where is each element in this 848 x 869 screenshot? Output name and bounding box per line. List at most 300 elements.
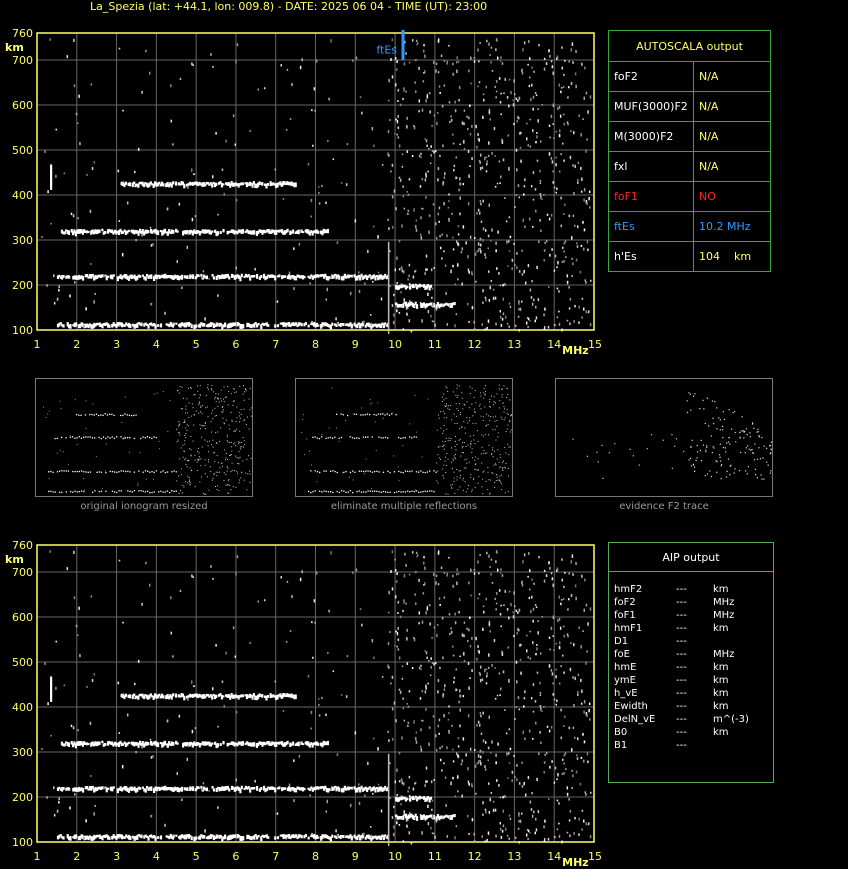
noise-point [548, 798, 550, 800]
noise-point [535, 818, 537, 821]
echo-point [213, 788, 215, 791]
thumb-point [770, 453, 771, 454]
thumb-point [239, 421, 240, 422]
noise-point [549, 567, 551, 570]
echo-point [406, 286, 408, 288]
noise-point [559, 641, 561, 644]
thumb-point [445, 472, 446, 473]
noise-point [479, 554, 481, 556]
noise-point [94, 673, 96, 675]
noise-point [394, 645, 396, 647]
thumb-point [372, 436, 373, 437]
echo-point [129, 694, 131, 698]
thumb-point [454, 481, 455, 482]
noise-point [388, 227, 390, 230]
noise-point [443, 202, 445, 205]
thumb-point [473, 423, 474, 424]
noise-point [552, 181, 554, 183]
noise-point [435, 69, 437, 72]
autoscala-row [609, 152, 771, 182]
noise-point [535, 832, 537, 835]
noise-point [415, 227, 417, 229]
thumb-point [422, 472, 423, 473]
noise-point [416, 220, 418, 222]
noise-point [431, 637, 433, 639]
thumb-point [235, 487, 236, 488]
echo-point [241, 274, 243, 277]
echo-point [172, 230, 174, 234]
noise-point [525, 282, 527, 285]
noise-point [536, 132, 538, 134]
noise-point [236, 711, 238, 714]
thumb-point [499, 476, 500, 477]
thumb-point [217, 472, 218, 473]
noise-point [578, 674, 580, 677]
echo-point [211, 274, 213, 277]
noise-point [235, 572, 237, 575]
noise-point [462, 759, 464, 762]
noise-point [299, 243, 301, 246]
noise-point [326, 298, 328, 300]
thumb-point [249, 399, 250, 400]
echo-point [317, 231, 319, 234]
echo-point [107, 276, 109, 278]
noise-point [533, 683, 535, 686]
noise-point [291, 595, 293, 598]
thumb-point [159, 448, 160, 449]
noise-point [79, 142, 81, 145]
noise-point [432, 320, 434, 322]
noise-point [435, 150, 437, 152]
noise-point [420, 668, 422, 670]
noise-point [482, 239, 484, 242]
noise-point [458, 233, 460, 235]
noise-point [477, 49, 479, 52]
noise-point [46, 796, 48, 799]
noise-point [441, 567, 443, 570]
thumb-point [312, 437, 313, 438]
noise-point [414, 817, 416, 819]
thumb-point [747, 473, 748, 474]
noise-point [500, 93, 502, 95]
thumb-point [400, 472, 401, 473]
noise-point [584, 97, 586, 100]
noise-point [551, 157, 553, 159]
thumb-point [156, 470, 157, 471]
noise-point [456, 689, 458, 691]
noise-point [56, 641, 58, 643]
noise-point [311, 621, 313, 623]
thumb-point [768, 464, 769, 465]
echo-point [303, 276, 305, 278]
noise-point [478, 721, 480, 724]
echo-point [220, 743, 222, 746]
noise-point [572, 61, 574, 64]
noise-point [536, 266, 538, 269]
noise-point [427, 293, 429, 296]
noise-point [439, 207, 441, 210]
thumb-point [602, 445, 603, 446]
noise-point [301, 570, 303, 573]
noise-point [478, 242, 480, 245]
noise-point [394, 559, 396, 561]
aip-param: B0 [614, 727, 628, 738]
thumb-point [364, 473, 365, 474]
noise-point [521, 812, 523, 814]
noise-point [590, 323, 592, 326]
noise-point [195, 215, 197, 217]
noise-point [495, 754, 497, 757]
noise-point [488, 141, 490, 144]
noise-point [451, 631, 453, 634]
thumb-point [90, 436, 91, 437]
noise-point [502, 62, 504, 65]
thumb-point [204, 494, 205, 495]
thumb-point [398, 491, 399, 492]
noise-point [378, 784, 380, 786]
noise-point [483, 605, 485, 607]
noise-point [461, 283, 463, 286]
thumb-point [244, 480, 245, 481]
noise-point [436, 237, 438, 240]
thumb-point [332, 438, 333, 439]
thumb-point [692, 440, 693, 441]
noise-point [425, 268, 427, 271]
thumb-point [216, 475, 217, 476]
thumb-point [123, 470, 124, 471]
thumb-point [244, 440, 245, 441]
thumb-point [731, 429, 732, 430]
autoscala-label: ftEs [609, 212, 694, 242]
noise-point [574, 677, 576, 680]
thumb-point [690, 394, 691, 395]
thumb-point [763, 479, 764, 480]
noise-point [401, 817, 403, 820]
noise-point [86, 686, 88, 688]
thumb-point [231, 454, 232, 455]
thumb-point [186, 464, 187, 465]
noise-point [436, 749, 438, 752]
noise-point [414, 305, 416, 307]
noise-point [435, 662, 437, 664]
thumb-point [224, 386, 225, 387]
thumb-point [143, 491, 144, 492]
thumb-point [473, 439, 474, 440]
noise-point [448, 730, 450, 733]
noise-point [576, 754, 578, 756]
thumb-point [443, 430, 444, 431]
noise-point [482, 814, 484, 816]
autoscala-value: 104 [699, 250, 720, 263]
thumb-point [485, 425, 486, 426]
noise-point [476, 212, 478, 214]
thumb-point [325, 438, 326, 439]
thumb-point [223, 409, 224, 410]
thumb-point [200, 465, 201, 466]
thumb-point [200, 407, 201, 408]
noise-point [431, 125, 433, 127]
noise-point [519, 609, 521, 612]
thumb-point [477, 430, 478, 431]
noise-point [215, 644, 217, 646]
noise-point [504, 795, 506, 798]
noise-point [458, 573, 460, 575]
noise-point [420, 746, 422, 748]
echo-point [384, 834, 386, 836]
thumb-point [236, 391, 237, 392]
noise-point [407, 191, 409, 193]
thumb-point [746, 434, 747, 435]
noise-point [335, 317, 337, 320]
noise-point [507, 835, 509, 837]
noise-point [559, 134, 561, 137]
thumb-point [98, 415, 99, 416]
thumb-point [451, 488, 452, 489]
noise-point [516, 194, 518, 196]
noise-point [567, 832, 569, 834]
thumb-point [129, 437, 130, 438]
noise-point [544, 249, 546, 251]
thumb-point [457, 385, 458, 386]
noise-point [471, 271, 473, 274]
noise-point [409, 319, 411, 322]
noise-point [217, 726, 219, 728]
thumb-point [149, 437, 150, 438]
thumbnail-eliminate-reflections [295, 378, 513, 497]
noise-point [134, 683, 136, 685]
noise-point [398, 601, 400, 604]
thumb-point [334, 471, 335, 472]
thumb-point [209, 490, 210, 491]
thumb-point [207, 476, 208, 477]
noise-point [479, 138, 481, 141]
noise-point [569, 307, 571, 309]
echo-point [302, 231, 304, 233]
noise-point [289, 784, 291, 787]
echo-point [68, 787, 70, 790]
thumb-point [750, 436, 751, 437]
noise-point [486, 673, 488, 675]
noise-point [433, 61, 435, 64]
echo-point [242, 836, 244, 840]
thumb-point [59, 471, 60, 472]
thumb-point [205, 423, 206, 424]
echo-point [224, 835, 226, 840]
thumb-point [700, 450, 701, 451]
noise-point [564, 123, 566, 126]
noise-point [480, 756, 482, 758]
thumb-point [485, 385, 486, 386]
thumb-point [250, 474, 251, 475]
noise-point [249, 642, 251, 644]
noise-point [414, 593, 416, 595]
noise-point [564, 572, 566, 574]
noise-point [478, 572, 480, 574]
noise-point [319, 202, 321, 204]
noise-point [464, 110, 466, 112]
thumb-point [382, 413, 383, 414]
echo-point [160, 835, 162, 839]
echo-point [317, 743, 319, 746]
noise-point [437, 178, 439, 181]
noise-point [191, 574, 193, 577]
thumb-point [475, 423, 476, 424]
thumb-point [250, 388, 251, 389]
thumb-point [219, 401, 220, 402]
noise-point [480, 244, 482, 246]
noise-point [399, 144, 401, 147]
noise-point [433, 203, 435, 205]
thumb-point [171, 471, 172, 472]
thumb-point [471, 491, 472, 492]
thumb-point [469, 420, 470, 421]
noise-point [435, 581, 437, 584]
noise-point [577, 757, 579, 760]
noise-point [518, 696, 520, 699]
noise-point [563, 725, 565, 727]
echo-point [101, 229, 103, 231]
noise-point [400, 616, 402, 618]
thumb-point [321, 434, 322, 435]
thumb-point [227, 484, 228, 485]
thumb-point [328, 437, 329, 438]
thumb-point [495, 429, 496, 430]
noise-point [430, 163, 432, 165]
noise-point [535, 188, 537, 190]
noise-point [536, 316, 538, 319]
noise-point [552, 577, 554, 580]
thumb-point [188, 388, 189, 389]
noise-point [585, 822, 587, 825]
aip-value: --- [676, 675, 687, 686]
noise-point [510, 748, 512, 750]
noise-point [64, 684, 65, 686]
thumb-point [343, 472, 344, 473]
noise-point [577, 245, 579, 248]
noise-point [409, 300, 411, 302]
thumb-point [207, 441, 208, 442]
noise-point [418, 622, 420, 624]
echo-point [242, 182, 244, 185]
thumb-point [726, 471, 727, 472]
noise-point [512, 771, 514, 774]
noise-point [476, 724, 478, 726]
thumb-point [442, 397, 443, 398]
noise-point [438, 71, 440, 73]
noise-point [502, 574, 504, 577]
aip-unit: km [713, 688, 729, 699]
noise-point [488, 667, 490, 669]
thumb-point [192, 403, 193, 404]
thumb-point [405, 491, 406, 492]
noise-point [539, 682, 541, 685]
thumb-point [730, 465, 731, 466]
thumb-point [218, 490, 219, 491]
noise-point [581, 828, 583, 830]
noise-point [341, 694, 343, 696]
echo-point [82, 276, 84, 281]
autoscala-label: fxl [609, 152, 694, 182]
noise-point [508, 104, 510, 107]
noise-point [141, 234, 143, 237]
thumb-point [446, 405, 447, 406]
noise-point [395, 83, 397, 86]
thumb-point [247, 417, 248, 418]
noise-point [420, 153, 422, 155]
thumb-point [205, 473, 206, 474]
noise-point [517, 100, 519, 102]
noise-point [494, 667, 496, 669]
thumb-point [134, 438, 135, 439]
noise-point [495, 560, 497, 563]
noise-point [71, 725, 73, 727]
thumb-point [440, 459, 441, 460]
thumb-point [465, 433, 466, 434]
noise-point [516, 252, 518, 255]
noise-point [418, 67, 420, 70]
noise-point [562, 247, 564, 249]
noise-point [503, 297, 505, 300]
noise-point [420, 156, 422, 158]
thumb-point [499, 407, 500, 408]
thumb-point [96, 456, 97, 457]
thumb-point [489, 494, 490, 495]
noise-point [406, 629, 408, 632]
thumb-point [230, 489, 231, 490]
thumb-point [185, 481, 186, 482]
thumb-point [725, 451, 726, 452]
noise-point [442, 656, 444, 659]
thumb-point [239, 386, 240, 387]
noise-point [495, 608, 497, 610]
noise-point [484, 765, 486, 768]
noise-point [493, 809, 495, 812]
noise-point [573, 320, 575, 323]
noise-point [486, 170, 488, 172]
y-tick-label: 100 [12, 836, 33, 849]
thumb-point [125, 437, 126, 438]
thumb-point [511, 414, 512, 415]
echo-point [242, 324, 244, 328]
noise-point [533, 583, 535, 585]
noise-point [356, 569, 358, 572]
noise-point [468, 781, 470, 784]
echo-point [267, 324, 269, 327]
thumb-point [505, 417, 506, 418]
noise-point [516, 764, 518, 767]
noise-point [408, 722, 410, 724]
thumb-point [181, 468, 182, 469]
noise-point [588, 310, 590, 313]
noise-point [388, 130, 390, 133]
noise-point [444, 684, 446, 687]
noise-point [454, 677, 456, 679]
aip-param: Ewidth [614, 701, 648, 712]
echo-point [176, 742, 178, 744]
echo-point [228, 276, 230, 279]
thumb-point [339, 438, 340, 439]
noise-point [401, 778, 403, 781]
echo-point [60, 834, 62, 836]
thumb-point [446, 417, 447, 418]
noise-point [69, 295, 71, 298]
noise-point [540, 193, 542, 196]
thumb-point [413, 436, 414, 437]
noise-point [536, 644, 538, 646]
thumb-point [446, 403, 447, 404]
noise-point [381, 298, 383, 301]
noise-point [377, 235, 379, 238]
